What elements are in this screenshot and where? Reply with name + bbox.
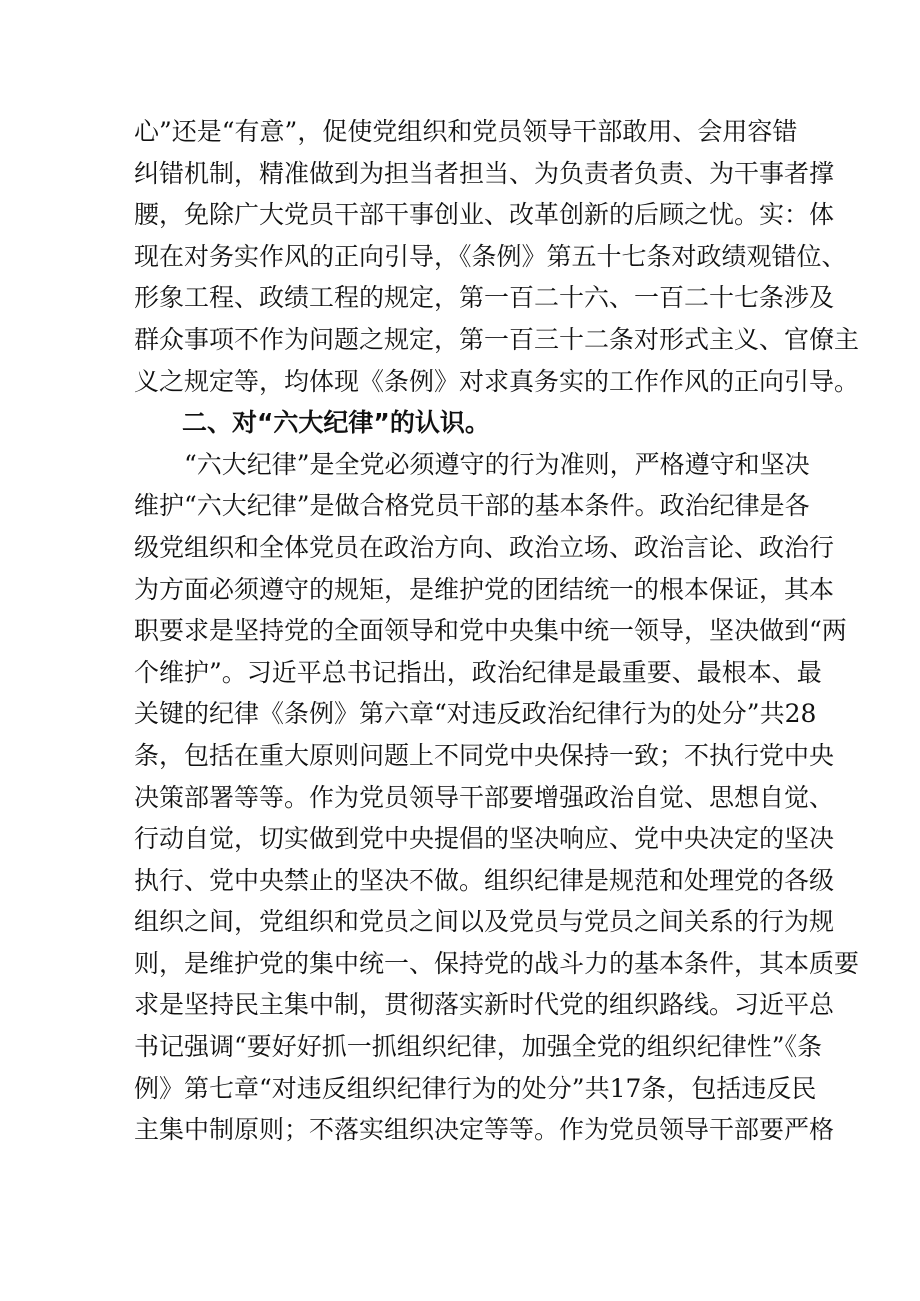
text-line: 心”还是“有意”，促使党组织和党员领导干部敢用、会用容错 bbox=[134, 117, 798, 146]
text-line: 条，包括在重大原则问题上不同党中央保持一致；不执行党中央 bbox=[134, 740, 835, 770]
text-line: 形象工程、政绩工程的规定，第一百二十六、一百二十七条涉及 bbox=[134, 283, 835, 313]
text-line: “六大纪律”是全党必须遵守的行为准则，严格遵守和坚决 bbox=[184, 449, 810, 479]
text-line: 纠错机制，精准做到为担当者担当、为负责者负责、为干事者撑 bbox=[134, 158, 835, 188]
text-line: 求是坚持民主集中制，贯彻落实新时代党的组织路线。习近平总 bbox=[134, 990, 835, 1020]
text-line: 现在对务实作风的正向引导，《条例》第五十七条对政绩观错位、 bbox=[134, 241, 847, 271]
text-line: 关键的纪律《条例》第六章“对违反政治纪律行为的处分”共28 bbox=[134, 699, 817, 729]
text-line: 群众事项不作为问题之规定，第一百三十二条对形式主义、官僚主 bbox=[134, 324, 860, 354]
text-line: 为方面必须遵守的规矩，是维护党的团结统一的根本保证，其本 bbox=[134, 574, 835, 604]
text-line: 腰，免除广大党员干部干事创业、改革创新的后顾之忧。实：体 bbox=[134, 200, 835, 230]
text-line: 执行、党中央禁止的坚决不做。组织纪律是规范和处理党的各级 bbox=[134, 865, 835, 895]
text-line: 级党组织和全体党员在政治方向、政治立场、政治言论、政治行 bbox=[134, 532, 835, 562]
text-line: 主集中制原则；不落实组织决定等等。作为党员领导干部要严格 bbox=[134, 1115, 835, 1145]
text-line: 职要求是坚持党的全面领导和党中央集中统一领导，坚决做到“两 bbox=[134, 616, 847, 646]
paragraph-six-disciplines bbox=[134, 444, 860, 1151]
text-line: 个维护”。习近平总书记指出，政治纪律是最重要、最根本、最 bbox=[134, 657, 822, 687]
text-line: 行动自觉，切实做到党中央提倡的坚决响应、党中央决定的坚决 bbox=[134, 824, 835, 854]
text-line: 组织之间，党组织和党员之间以及党员与党员之间关系的行为规 bbox=[134, 907, 835, 937]
document-body bbox=[134, 111, 860, 1151]
text-line: 维护“六大纪律”是做合格党员干部的基本条件。政治纪律是各 bbox=[134, 491, 810, 521]
text-line: 例》第七章“对违反组织纪律行为的处分”共17条，包括违反民 bbox=[134, 1073, 817, 1103]
text-line: 义之规定等，均体现《条例》对求真务实的工作作风的正向引导。 bbox=[134, 366, 860, 396]
text-line: 则，是维护党的集中统一、保持党的战斗力的基本条件，其本质要 bbox=[134, 948, 860, 978]
text-line: 决策部署等等。作为党员领导干部要增强政治自觉、思想自觉、 bbox=[134, 782, 835, 812]
paragraph-continuation bbox=[134, 111, 860, 402]
section-heading: 二、对“六大纪律”的认识。 bbox=[182, 408, 490, 438]
text-line: 书记强调“要好好抓一抓组织纪律，加强全党的组织纪律性”《条 bbox=[134, 1032, 823, 1062]
